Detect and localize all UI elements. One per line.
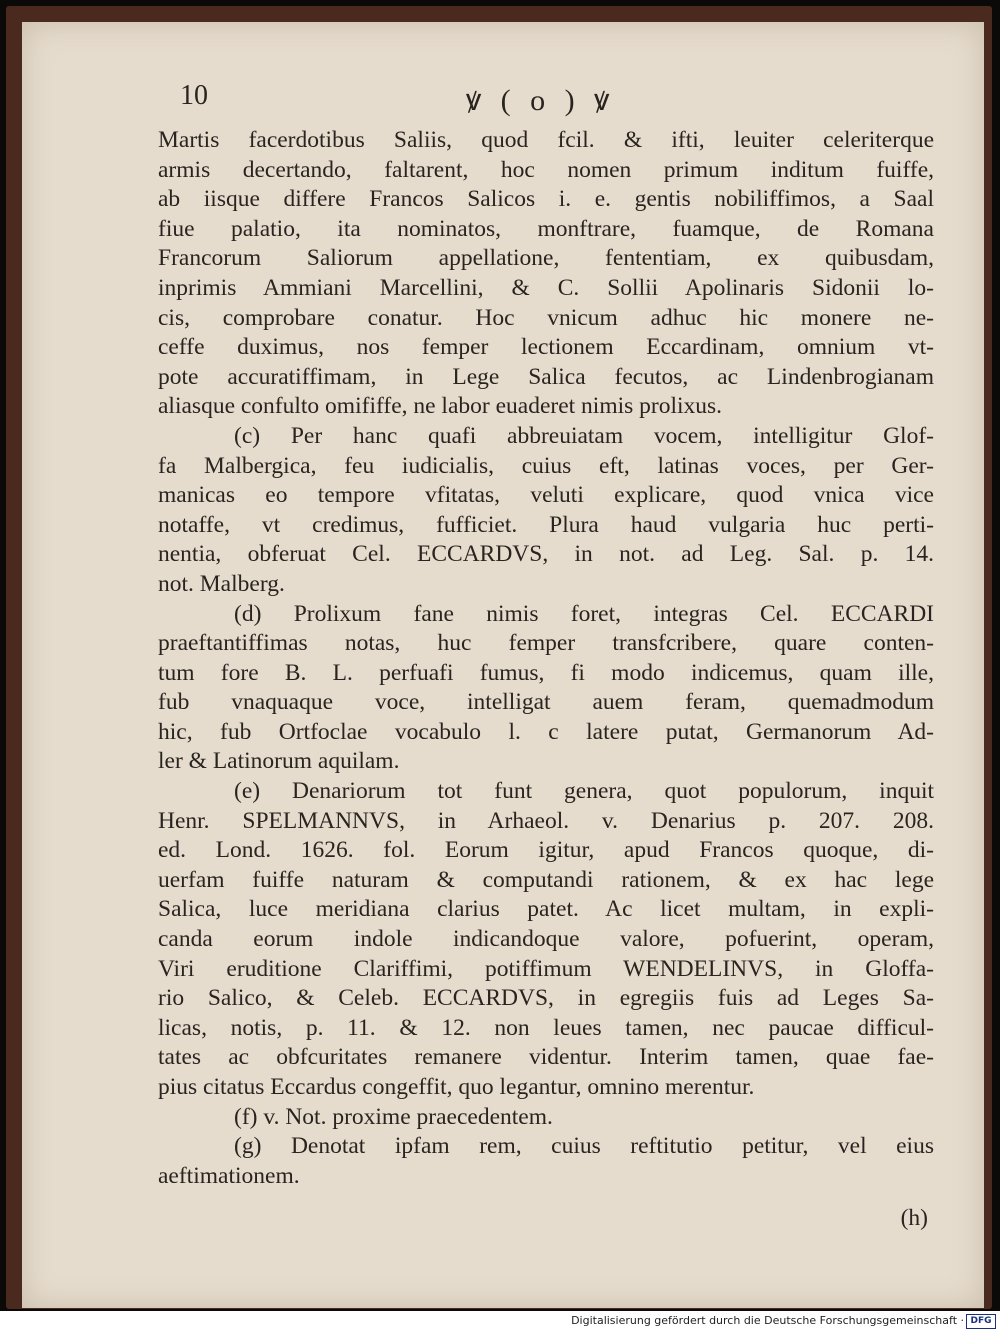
text-line: licas, notis, p. 11. & 12. non leues tamen, nec paucae difficul- xyxy=(158,1014,934,1041)
text-line: notaffe, vt credimus, fufficiet. Plura haud vulgaria huc perti- xyxy=(158,511,934,538)
text-line: pius citatus Eccardus congeffit, quo legantur, omnino merentur. xyxy=(158,1074,755,1100)
running-head: ꝟ ( o ) ꝟ xyxy=(466,84,616,117)
text-line: hic, fub Ortfoclae vocabulo l. c latere putat, Germanorum Ad- xyxy=(158,718,934,745)
text-line: pote accuratiffimam, in Lege Salica fecutos, ac Lindenbrogianam xyxy=(158,363,934,390)
catchword: (h) xyxy=(900,1205,928,1232)
text-line: manicas eo tempore vfitatas, veluti explicare, quod vnica vice xyxy=(158,482,934,509)
text-line: tum fore B. L. perfuafi fumus, fi modo indicemus, quam ille, xyxy=(158,659,934,686)
text-line: (f) v. Not. proxime praecedentem. xyxy=(234,1103,553,1130)
text-line: Viri eruditione Clariffimi, potiffimum WENDELINVS, in Gloffa- xyxy=(158,955,934,982)
text-line: (g) Denotat ipfam rem, cuius reftitutio petitur, vel eius xyxy=(234,1133,934,1160)
text-line: (e) Denariorum tot funt genera, quot populorum, inquit xyxy=(234,778,934,805)
text-line: aliasque confulto omififfe, ne labor euaderet nimis prolixus. xyxy=(158,393,723,420)
text-line: praeftantiffimas notas, huc femper transfcribere, quare conten- xyxy=(158,630,934,657)
text-line: ab iisque differe Francos Salicos i. e. gentis nobiliffimos, a Saal xyxy=(158,186,934,213)
text-line: ceffe duximus, nos femper lectionem Eccardinam, omnium vt- xyxy=(158,334,934,361)
page-number: 10 xyxy=(180,80,208,111)
dfg-logo: DFG xyxy=(966,1314,996,1329)
page-header xyxy=(158,76,934,126)
text-line: Henr. SPELMANNVS, in Arhaeol. v. Denarius p. 207. 208. xyxy=(158,807,934,834)
text-line: fa Malbergica, feu iudicialis, cuius eft, latinas voces, per Ger- xyxy=(158,452,934,479)
text-line: inprimis Ammiani Marcellini, & C. Sollii Apolinaris Sidonii lo- xyxy=(158,274,934,301)
text-line: aeftimationem. xyxy=(158,1162,300,1189)
text-line: not. Malberg. xyxy=(158,570,285,597)
text-line: Salica, luce meridiana clarius patet. Ac licet multam, in expli- xyxy=(158,896,934,923)
text-line: canda eorum indole indicandoque valore, pofuerint, operam, xyxy=(158,926,934,953)
text-line: uerfam fuiffe naturam & computandi rationem, & ex hac lege xyxy=(158,866,934,893)
text-line: fub vnaquaque voce, intelligat auem feram, quemadmodum xyxy=(158,689,934,716)
text-line: rio Salico, & Celeb. ECCARDVS, in egregiis fuis ad Leges Sa- xyxy=(158,985,934,1012)
text-line: (d) Prolixum fane nimis foret, integras Cel. ECCARDI xyxy=(234,600,934,627)
text-line: ler & Latinorum aquilam. xyxy=(158,748,400,775)
body-text xyxy=(158,126,934,1191)
catchword-row xyxy=(158,1201,934,1235)
text-line: tates ac obfcuritates remanere videntur. Interim tamen, quae fae- xyxy=(158,1044,934,1071)
text-line: nentia, obferuat Cel. ECCARDVS, in not. ad Leg. Sal. p. 14. xyxy=(158,541,934,568)
text-line: fiue palatio, ita nominatos, monftrare, fuamque, de Romana xyxy=(158,215,934,242)
footer-credit: Digitalisierung gefördert durch die Deutsche Forschungsgemeinschaft · xyxy=(571,1314,964,1327)
text-line: ed. Lond. 1626. fol. Eorum igitur, apud Francos quoque, di- xyxy=(158,837,934,864)
text-line: Francorum Saliorum appellatione, fententiam, ex quibusdam, xyxy=(158,245,934,272)
page-text xyxy=(158,76,934,1235)
text-line: (c) Per hanc quafi abbreuiatam vocem, intelligitur Glof- xyxy=(234,422,934,449)
text-line: cis, comprobare conatur. Hoc vnicum adhuc hic monere ne- xyxy=(158,304,934,331)
digitization-footer xyxy=(0,1311,1000,1331)
text-line: armis decertando, faltarent, hoc nomen primum inditum fuiffe, xyxy=(158,156,934,183)
text-line: Martis facerdotibus Saliis, quod fcil. & ifti, leuiter celeriterque xyxy=(158,127,934,153)
